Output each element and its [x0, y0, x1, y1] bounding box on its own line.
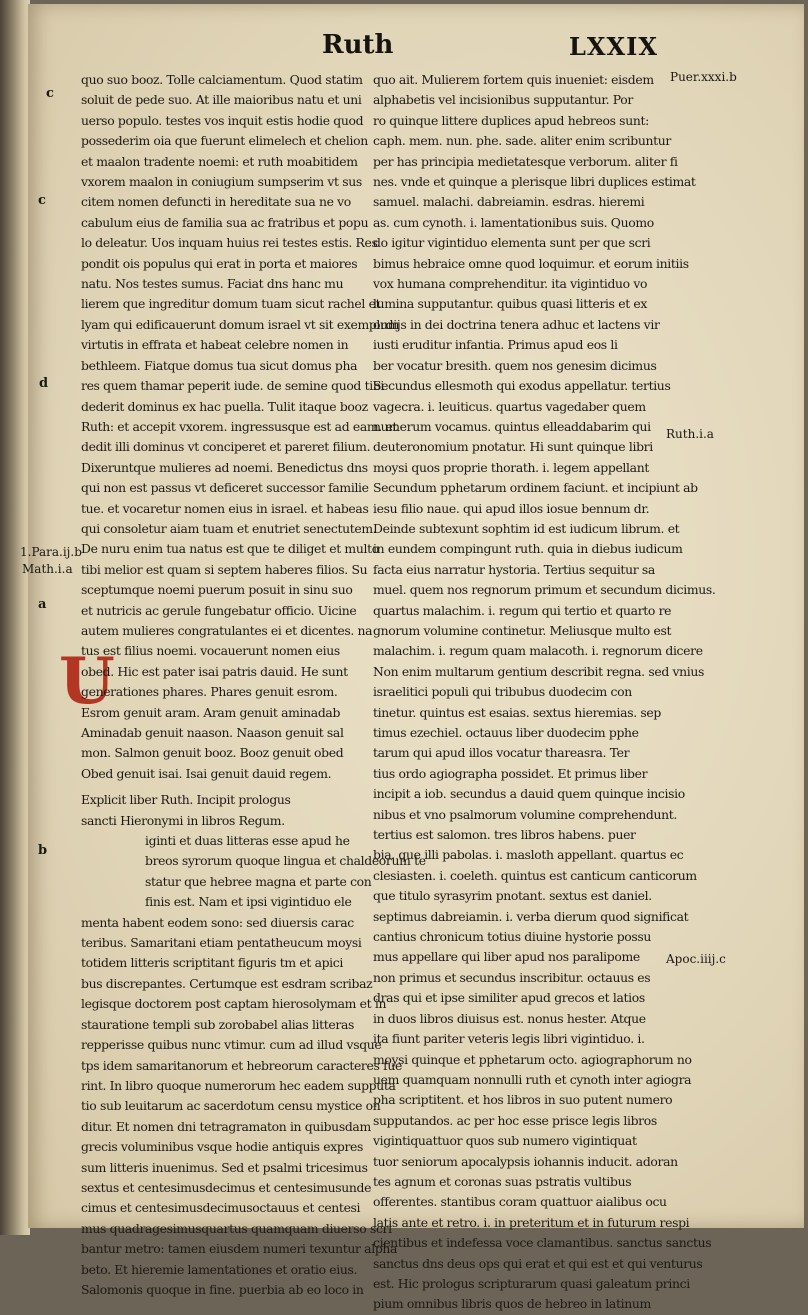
text-line: Esrom genuit aram. Aram genuit aminadab [81, 704, 341, 720]
text-column-left [81, 70, 426, 1300]
margin-reference: Apoc.iiij.c [666, 952, 726, 966]
text-line: timus ezechiel. octauus liber duodecim pphe [373, 725, 639, 740]
text-line: que titulo syrasyrim pnotant. sextus est daniel. [373, 888, 652, 904]
text-line: do igitur vigintiduo elementa sunt per que scri [373, 235, 651, 251]
text-line: virtutis in effrata et habeat celebre nomen in [81, 337, 349, 353]
text-line: iginti et duas litteras esse apud he [145, 833, 350, 849]
section-letter-c: c [38, 193, 46, 208]
text-line: tue. et vocaretur nomen eius in israel. et habeas [81, 500, 369, 516]
section-letter-d: d [39, 376, 49, 391]
text-line: malachim. i. regum quam malacoth. i. regnorum dicere [373, 643, 703, 659]
text-line: res quem thamar peperit iude. de semine quod tibi [81, 378, 385, 394]
text-line: soluit de pede suo. At ille maioribus natu et uni [81, 92, 362, 108]
text-line: et nutricis ac gerule fungebatur officio. Uicine [81, 602, 357, 618]
text-line: Secundum pphetarum ordinem faciunt. et incipiunt ab [373, 480, 698, 496]
text-line: offerentes. stantibus coram quattuor aialibus ocu [373, 1194, 667, 1210]
prologue-opening [81, 831, 426, 913]
text-line: dederit dominus ex hac puella. Tulit itaque booz [81, 398, 368, 414]
text-line: dedit illi dominus vt conciperet et pareret filium. [81, 439, 371, 455]
text-line: grecis voluminibus vsque hodie antiquis expres [81, 1139, 364, 1155]
text-line: vigintiquattuor quos sub numero vigintiquat [373, 1133, 637, 1149]
text-line: latis ante et retro. i. in preteritum et in futurum respi [373, 1214, 690, 1230]
text-line: tarum qui apud illos vocatur thareasra. Ter [373, 745, 630, 761]
text-line: sanctus dns deus ops qui erat et qui est et qui venturus [373, 1255, 703, 1271]
text-line: Deinde subtexunt sophtim id est iudicum librum. et [373, 520, 680, 536]
book-binding [0, 0, 30, 1235]
text-line: Non enim multarum gentium describit regna. sed vnius [373, 663, 705, 679]
text-line: in duos libros diuisus est. nonus hester. Atque [373, 1010, 646, 1026]
text-line: tibi melior est quam si septem haberes filios. Su [81, 561, 368, 577]
text-line: pium omnibus libris quos de hebreo in latinum [373, 1296, 651, 1312]
text-line: supputandos. ac per hoc esse prisce legis libros [373, 1112, 657, 1128]
text-line: as. cum cynoth. i. lamentationibus suis. Quomo [373, 214, 654, 230]
prologue-text [81, 913, 402, 1301]
text-line: generationes phares. Phares genuit esrom. [81, 684, 338, 700]
text-line: mus appellare qui liber apud nos paralipome [373, 949, 640, 965]
text-line: caph. mem. nun. phe. sade. aliter enim scribuntur [373, 133, 671, 149]
text-line: tus est filius noemi. vocauerunt nomen eius [81, 643, 340, 659]
ruth-text [81, 70, 400, 784]
margin-reference: Puer.xxxi.b [670, 70, 737, 84]
text-line: tes agnum et coronas suas pstratis vultibus [373, 1173, 632, 1189]
text-line: qui non est passus vt deficeret successor familie [81, 480, 369, 496]
text-line: ber vocatur bresith. quem nos genesim dicimus [373, 357, 657, 373]
text-line: samuel. malachi. dabreiamin. esdras. hieremi [373, 194, 645, 210]
text-line: Explicit liber Ruth. Incipit prologus [81, 792, 291, 808]
text-line: ita fiunt pariter veteris legis libri vigintiduo. i. [373, 1031, 645, 1047]
text-line: finis est. Nam et ipsi vigintiduo ele [145, 894, 352, 910]
text-line: beto. Et hieremie lamentationes et oratio eius. [81, 1261, 358, 1277]
text-line: tuor seniorum apocalypsis iohannis inducit. adoran [373, 1153, 678, 1169]
text-line: nibus et vno psalmorum volumine comprehendunt. [373, 806, 677, 822]
text-line: non primus et secundus inscribitur. octauus es [373, 969, 651, 985]
text-line: cabulum eius de familia sua ac fratribus et popu [81, 214, 369, 230]
text-line: natu. Nos testes sumus. Faciat dns hanc mu [81, 276, 344, 292]
text-line: statur que hebree magna et parte con [145, 873, 372, 889]
text-line: uem quamquam nonnulli ruth et cynoth inter agiogra [373, 1071, 692, 1087]
text-line: vagecra. i. leuiticus. quartus vagedaber quem [373, 398, 646, 414]
text-line: obed. Hic est pater isai patris dauid. He sunt [81, 663, 348, 679]
running-title: Ruth [322, 30, 394, 60]
text-line: De nuru enim tua natus est que te diliget et multo [81, 541, 379, 557]
text-line: mon. Salmon genuit booz. Booz genuit obed [81, 745, 344, 761]
text-line: sancti Hieronymi in libros Regum. [81, 812, 285, 828]
text-line: teribus. Samaritani etiam pentatheucum moysi [81, 935, 362, 951]
text-line: tinetur. quintus est esaias. sextus hieremias. sep [373, 704, 661, 720]
text-line: bantur metro: tamen eiusdem numeri texuntur alpha [81, 1241, 398, 1257]
text-line: Salomonis quoque in fine. puerbia ab eo loco in [81, 1281, 364, 1297]
text-line: clesiasten. i. coeleth. quintus est canticum canticorum [373, 867, 697, 883]
text-line: cimus et centesimusdecimusoctauus et centesi [81, 1200, 361, 1216]
text-line: est. Hic prologus scripturarum quasi galeatum princi [373, 1275, 690, 1291]
text-line: gnorum volumine continetur. Meliusque multo est [373, 622, 672, 638]
text-line: cientibus et indefessa voce clamantibus. sanctus sanctus [373, 1235, 712, 1251]
text-line: mus quadragesimusquartus quamquam diuerso scri [81, 1220, 392, 1236]
text-line: Secundus ellesmoth qui exodus appellatur. tertius [373, 378, 671, 394]
text-line: facta eius narratur hystoria. Tertius sequitur sa [373, 561, 655, 577]
margin-reference: Ruth.i.a [666, 427, 714, 441]
section-letter-a: a [38, 597, 47, 612]
text-line: et maalon tradente noemi: et ruth moabitidem [81, 153, 358, 169]
text-line: quo suo booz. Tolle calciamentum. Quod statim [81, 72, 363, 87]
text-line: uerso populo. testes vos inquit estis hodie quod [81, 112, 364, 128]
text-line: tius ordo agiographa possidet. Et primus liber [373, 765, 648, 781]
text-line: pondit ois populus qui erat in porta et maiores [81, 255, 358, 271]
text-line: israelitici populi qui tribubus duodecim con [373, 684, 632, 700]
text-line: rint. In libro quoque numerorum hec eadem supputa [81, 1077, 396, 1093]
text-line: vxorem maalon in coniugium sumpserim vt sus [81, 174, 362, 190]
text-line: dras qui et ipse similiter apud grecos et latios [373, 990, 645, 1006]
text-line: cantius chronicum totius diuine hystorie possu [373, 929, 652, 945]
text-line: sum litteris inuenimus. Sed et psalmi tricesimus [81, 1159, 368, 1175]
text-line: tertius est salomon. tres libros habens. puer [373, 827, 636, 843]
folio-number: LXXIX [569, 32, 658, 61]
text-line: Ruth: et accepit vxorem. ingressusque est ad eam. et [81, 418, 398, 434]
section-letter-b: b [38, 843, 48, 858]
text-line: quartus malachim. i. regum qui tertio et quarto re [373, 602, 672, 618]
text-line: autem mulieres congratulantes ei et dicentes. na [81, 622, 373, 638]
text-line: moysi quinque et pphetarum octo. agiographorum no [373, 1051, 692, 1067]
text-line: menta habent eodem sono: sed diuersis carac [81, 914, 354, 930]
text-line: bus discrepantes. Certumque est esdram scribaz [81, 975, 373, 991]
text-line: numerum vocamus. quintus elleaddabarim qui [373, 418, 651, 434]
rubric [81, 790, 363, 831]
text-line: bimus hebraice omne quod loquimur. et eorum initiis [373, 255, 689, 271]
margin-reference: 1.Para.ij.b [20, 545, 82, 559]
text-line: bethleem. Fiatque domus tua sicut domus pha [81, 357, 358, 373]
text-line: qui consoletur aiam tuam et enutriet senectutem. [81, 520, 377, 536]
text-line: tio sub leuitarum ac sacerdotum censu mystice on [81, 1098, 381, 1114]
text-line: breos syrorum quoque lingua et chaldeorum te [145, 853, 426, 869]
text-line: iusti eruditur infantia. Primus apud eos li [373, 337, 618, 353]
text-line: lyam qui edificauerunt domum israel vt sit exemplum [81, 316, 400, 332]
text-line: in eundem compingunt ruth. quia in diebus iudicum [373, 541, 683, 557]
text-line: lumina supputantur. quibus quasi litteris et ex [373, 296, 648, 312]
text-line: deuteronomium pnotatur. Hi sunt quinque libri [373, 439, 653, 455]
text-line: Dixeruntque mulieres ad noemi. Benedictus dns [81, 459, 368, 475]
text-line: iesu filio naue. qui apud illos iosue bennum dr. [373, 500, 650, 516]
text-line: ro quinque littere duplices apud hebreos sunt: [373, 112, 649, 128]
text-line: muel. quem nos regnorum primum et secundum dicimus. [373, 582, 716, 598]
text-line: per has principia medietatesque verborum. aliter fi [373, 153, 678, 169]
text-line: nes. vnde et quinque a plerisque libri duplices estimat [373, 174, 696, 190]
section-letter-c: c [46, 86, 54, 101]
text-line: legisque doctorem post captam hierosolymam et in [81, 996, 387, 1012]
text-line: Obed genuit isai. Isai genuit dauid regem. [81, 765, 332, 781]
text-line: bia. que illi pabolas. i. masloth appellant. quartus ec [373, 847, 684, 863]
text-line: possederim oia que fuerunt elimelech et chelion [81, 133, 368, 149]
text-line: sextus et centesimusdecimus et centesimusunde [81, 1179, 372, 1195]
text-line: Aminadab genuit naason. Naason genuit sal [81, 725, 344, 740]
text-line: ordijs in dei doctrina tenera adhuc et lactens vir [373, 316, 660, 332]
text-line: stauratione templi sub zorobabel alias litteras [81, 1016, 355, 1032]
text-line: citem nomen defuncti in hereditate sua ne vo [81, 194, 351, 210]
text-line: tps idem samaritanorum et hebreorum caracteres fue [81, 1057, 402, 1073]
text-line: totidem litteris scriptitant figuris tm et apici [81, 955, 344, 971]
text-line: pha scriptitent. et hos libros in suo putent numero [373, 1092, 673, 1108]
text-line: lo deleatur. Uos inquam huius rei testes estis. Res [81, 235, 378, 251]
text-line: incipit a iob. secundus a dauid quem quinque incisio [373, 786, 685, 802]
text-line: septimus dabreiamin. i. verba dierum quod significat [373, 908, 689, 924]
text-line: sceptumque noemi puerum posuit in sinu suo [81, 582, 353, 598]
decorated-initial: U [59, 644, 115, 719]
text-line: moysi quos proprie thorath. i. legem appellant [373, 459, 649, 475]
margin-reference: Math.i.a [22, 562, 73, 576]
text-line: lierem que ingreditur domum tuam sicut rachel et [81, 296, 381, 312]
text-line: alphabetis vel incisionibus supputantur. Por [373, 92, 633, 108]
text-line: repperisse quibus nunc vtimur. cum ad illud vsque [81, 1037, 382, 1053]
text-line: quo ait. Mulierem fortem quis inueniet: eisdem [373, 72, 654, 87]
text-line: vox humana comprehenditur. ita vigintiduo vo [373, 276, 648, 292]
text-line: ditur. Et nomen dni tetragramaton in quibusdam [81, 1118, 371, 1134]
